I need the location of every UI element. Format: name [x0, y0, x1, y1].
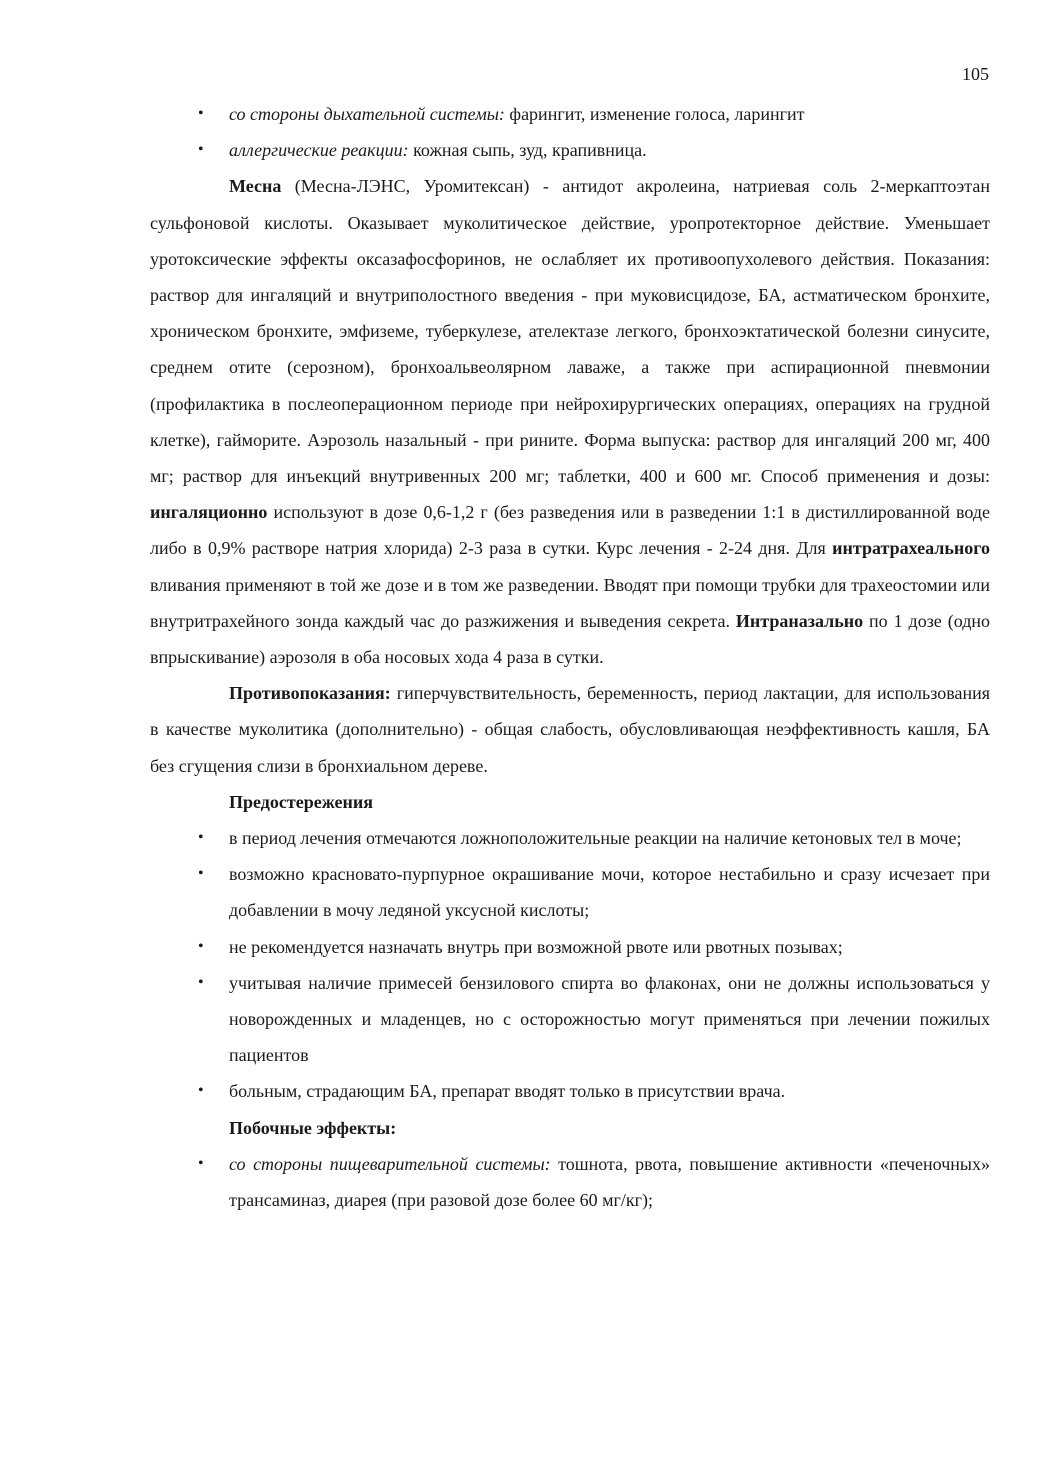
contraindications-paragraph — [150, 675, 990, 784]
list-item — [150, 96, 990, 132]
list-item — [150, 965, 990, 1074]
mesna-text-1: (Месна-ЛЭНС, Уромитексан) - антидот акролеина, натриевая соль 2-меркаптоэтан сульфоновой кислоты. Оказывает муколитическое действие, уропротекторное действие. Уменьшает уротоксические эффекты оксазафосфоринов, не ослабляет их противоопухолевого действия. Показания: раствор для ингаляций и внутриполостного введения - при муковисцидозе, БА, астматическом бронхите, хроническом бронхите, эмфиземе, туберкулезе, ателектазе легкого, бронхоэктатической болезни синусите, среднем отите (серозном), бронхоальвеолярном лаваже, а также при аспирационной пневмонии (профилактика в послеоперационном периоде при нейрохирургических операциях, операциях на грудной клетке), гайморите. Аэрозоль назальный - при рините. Форма выпуска: раствор для ингаляций 200 мг, 400 мг; раствор для инъекций внутривенных 200 мг; таблетки, 400 и 600 мг. Способ применения и дозы: — [150, 176, 990, 487]
mesna-paragraph — [150, 168, 990, 675]
list-item-text: тошнота, рвота, повышение активности «печеночных» трансаминаз, диарея (при разовой дозе более 60 мг/кг); — [229, 1153, 990, 1211]
bullet-icon: • — [198, 141, 204, 159]
contraindications-text: гиперчувствительность, беременность, период лактации, для использования в качестве муколитика (дополнительно) - общая слабость, обусловливающая неэффективность кашля, БА без сгущения слизи в бронхиальном дереве. — [150, 683, 990, 776]
list-item-text: фарингит, изменение голоса, ларингит — [504, 104, 805, 124]
side-effects-list — [150, 1146, 990, 1218]
side-effects-heading: Побочные эффекты: — [229, 1117, 397, 1138]
mesna-text-4: по 1 дозе (одно впрыскивание) аэрозоля в оба носовых хода 4 раза в сутки. — [150, 610, 990, 668]
list-item-text: в период лечения отмечаются ложноположительные реакции на наличие кетоновых тел в моче; — [229, 828, 962, 849]
page-number: 105 — [962, 64, 989, 84]
drug-name: Месна — [229, 176, 282, 197]
document-body — [150, 96, 990, 1218]
mesna-text-3: вливания применяют в той же дозе и в том же разведении. Вводят при помощи трубки для трахеостомии или внутритрахейного зонда каждый час до разжижения и выведения секрета. — [150, 574, 990, 631]
bullet-icon: • — [198, 1082, 204, 1100]
list-item-lead: со стороны дыхательной системы: — [229, 104, 505, 124]
bullet-icon: • — [198, 829, 204, 847]
list-item-lead: аллергические реакции: — [229, 140, 409, 161]
mesna-bold-3: Интраназально — [735, 610, 864, 631]
precautions-heading: Предостережения — [229, 791, 373, 812]
list-item-text: учитывая наличие примесей бензилового спирта во флаконах, они не должны использоваться у новорожденных и младенцев, но с осторожностью могут применяться при лечении пожилых пациентов — [229, 972, 990, 1066]
mesna-bold-1: ингаляционно — [150, 502, 268, 523]
list-item — [150, 820, 990, 856]
list-item-text: не рекомендуется назначать внутрь при возможной рвоте или рвотных позывах; — [229, 936, 843, 957]
list-item-text: возможно красновато-пурпурное окрашивание мочи, которое нестабильно и сразу исчезает при добавлении в мочу ледяной уксусной кислоты; — [229, 864, 990, 921]
bullet-icon: • — [198, 865, 204, 883]
bullet-icon: • — [198, 1154, 204, 1172]
bullet-icon: • — [198, 105, 204, 122]
list-item — [150, 929, 990, 965]
list-item — [150, 1146, 990, 1218]
mesna-bold-2: интратрахеального — [832, 538, 990, 559]
mesna-text-2: используют в дозе 0,6-1,2 г (без разведения или в разведении 1:1 в дистиллированной воде либо в 0,9% растворе натрия хлорида) 2-3 раза в сутки. Курс лечения - 2-24 дня. Для — [150, 502, 990, 559]
list-item-lead: со стороны пищеварительной системы: — [229, 1153, 551, 1174]
precautions-list — [150, 820, 990, 1110]
list-item — [150, 856, 990, 928]
contraindications-label: Противопоказания: — [229, 683, 391, 704]
top-bullet-list — [150, 96, 990, 168]
list-item-text: больным, страдающим БА, препарат вводят только в присутствии врача. — [229, 1081, 786, 1102]
list-item — [150, 1073, 990, 1109]
list-item-text: кожная сыпь, зуд, крапивница. — [408, 140, 647, 161]
bullet-icon: • — [198, 973, 204, 991]
list-item — [150, 132, 990, 168]
bullet-icon: • — [198, 937, 204, 955]
